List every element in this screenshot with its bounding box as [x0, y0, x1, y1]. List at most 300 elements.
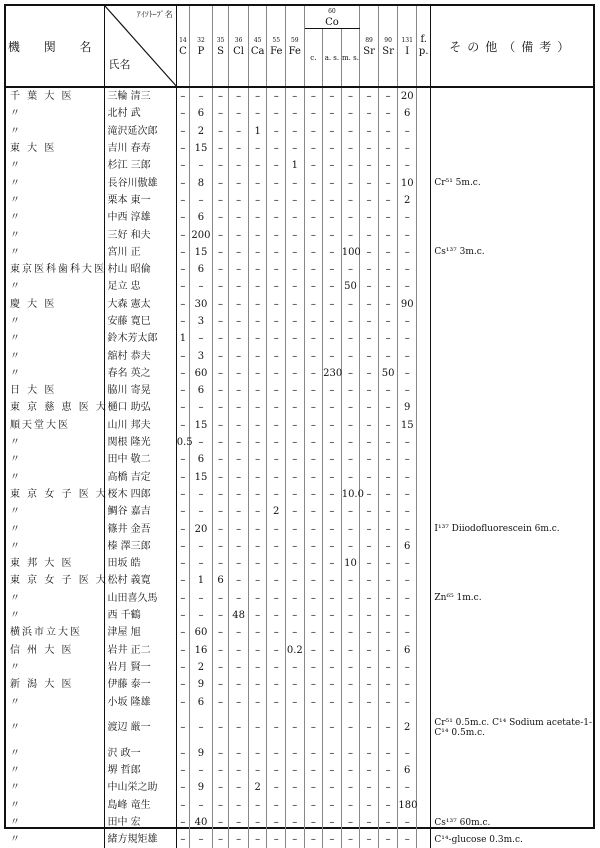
- value-cell: –: [229, 469, 249, 486]
- value-cell: –: [286, 797, 305, 814]
- other-cell: [431, 745, 593, 762]
- value-cell: –: [323, 399, 342, 416]
- header-isotope: 45 Ca: [248, 6, 267, 87]
- value-cell: –: [286, 417, 305, 434]
- value-cell: –: [286, 244, 305, 261]
- name-cell: 伊藤 泰一: [104, 676, 176, 693]
- value-cell: –: [267, 520, 286, 537]
- value-cell: –: [212, 779, 229, 796]
- value-cell: –: [378, 226, 398, 243]
- value-cell: –: [323, 347, 342, 364]
- fp-cell: [416, 140, 430, 157]
- name-cell: 関根 隆光: [104, 434, 176, 451]
- value-cell: –: [360, 538, 379, 555]
- value-cell: –: [398, 572, 417, 589]
- other-cell: [431, 538, 593, 555]
- value-cell: –: [398, 555, 417, 572]
- value-cell: –: [304, 434, 323, 451]
- value-cell: –: [248, 365, 267, 382]
- value-cell: –: [212, 157, 229, 174]
- value-cell: –: [212, 642, 229, 659]
- value-cell: 1: [286, 157, 305, 174]
- value-cell: –: [304, 313, 323, 330]
- value-cell: –: [323, 157, 342, 174]
- value-cell: –: [378, 469, 398, 486]
- header-co-sub: m. s.: [341, 29, 360, 88]
- value-cell: –: [341, 659, 360, 676]
- value-cell: –: [286, 779, 305, 796]
- table-row: [6, 382, 593, 399]
- value-cell: –: [341, 226, 360, 243]
- value-cell: –: [378, 399, 398, 416]
- value-cell: –: [286, 745, 305, 762]
- org-cell: 東 大 医: [10, 143, 57, 155]
- value-cell: –: [176, 382, 189, 399]
- value-cell: –: [323, 693, 342, 710]
- name-cell: 春名 英之: [104, 365, 176, 382]
- value-cell: –: [212, 520, 229, 537]
- value-cell: –: [286, 174, 305, 191]
- value-cell: –: [176, 572, 189, 589]
- value-cell: –: [267, 123, 286, 140]
- value-cell: –: [212, 762, 229, 779]
- value-cell: –: [229, 417, 249, 434]
- value-cell: –: [304, 693, 323, 710]
- value-cell: 6: [190, 105, 213, 122]
- value-cell: –: [304, 157, 323, 174]
- value-cell: –: [212, 296, 229, 313]
- name-cell: 舘村 恭夫: [104, 347, 176, 364]
- value-cell: –: [341, 590, 360, 607]
- value-cell: –: [360, 87, 379, 105]
- value-cell: –: [304, 469, 323, 486]
- value-cell: –: [341, 538, 360, 555]
- value-cell: –: [286, 676, 305, 693]
- value-cell: –: [378, 417, 398, 434]
- value-cell: –: [378, 555, 398, 572]
- value-cell: –: [248, 157, 267, 174]
- value-cell: –: [176, 209, 189, 226]
- value-cell: –: [378, 157, 398, 174]
- value-cell: –: [267, 330, 286, 347]
- name-cell: 小坂 隆雄: [104, 693, 176, 710]
- value-cell: –: [229, 451, 249, 468]
- table-row: [6, 538, 593, 555]
- org-cell: 〃: [10, 108, 22, 120]
- other-cell: [431, 278, 593, 295]
- value-cell: –: [398, 278, 417, 295]
- value-cell: –: [286, 226, 305, 243]
- value-cell: 60: [190, 365, 213, 382]
- value-cell: –: [341, 399, 360, 416]
- org-cell: 新 潟 大 医: [10, 679, 74, 691]
- value-cell: –: [286, 693, 305, 710]
- value-cell: –: [304, 831, 323, 848]
- value-cell: –: [323, 831, 342, 848]
- name-cell: 堺 哲郎: [104, 762, 176, 779]
- other-cell: Cr⁵¹ 0.5m.c. C¹⁴ Sodium acetate-1-C¹⁴ 0.5m.c.: [434, 717, 593, 738]
- fp-cell: [416, 451, 430, 468]
- value-cell: –: [190, 797, 213, 814]
- value-cell: –: [378, 814, 398, 831]
- value-cell: –: [323, 590, 342, 607]
- value-cell: –: [229, 140, 249, 157]
- value-cell: –: [304, 762, 323, 779]
- value-cell: –: [248, 140, 267, 157]
- value-cell: –: [341, 520, 360, 537]
- value-cell: –: [323, 486, 342, 503]
- value-cell: –: [229, 538, 249, 555]
- table-row: [6, 226, 593, 243]
- value-cell: –: [267, 140, 286, 157]
- value-cell: –: [229, 745, 249, 762]
- value-cell: –: [378, 520, 398, 537]
- value-cell: –: [212, 469, 229, 486]
- value-cell: –: [323, 555, 342, 572]
- value-cell: 3: [190, 347, 213, 364]
- value-cell: –: [360, 105, 379, 122]
- value-cell: –: [378, 174, 398, 191]
- other-cell: [431, 365, 593, 382]
- value-cell: –: [360, 261, 379, 278]
- value-cell: –: [398, 745, 417, 762]
- fp-cell: [416, 590, 430, 607]
- value-cell: –: [360, 382, 379, 399]
- table-row: [6, 642, 593, 659]
- other-cell: [431, 642, 593, 659]
- value-cell: –: [341, 451, 360, 468]
- value-cell: –: [304, 797, 323, 814]
- value-cell: –: [398, 451, 417, 468]
- value-cell: –: [286, 330, 305, 347]
- value-cell: –: [190, 278, 213, 295]
- value-cell: –: [360, 486, 379, 503]
- value-cell: –: [398, 676, 417, 693]
- value-cell: –: [267, 244, 286, 261]
- value-cell: –: [398, 469, 417, 486]
- value-cell: –: [248, 555, 267, 572]
- value-cell: –: [267, 555, 286, 572]
- value-cell: –: [341, 831, 360, 848]
- value-cell: –: [267, 296, 286, 313]
- org-cell: 東 邦 大 医: [10, 558, 74, 570]
- value-cell: –: [286, 347, 305, 364]
- org-cell: 〃: [10, 782, 22, 794]
- org-cell: 千 葉 大 医: [10, 91, 74, 103]
- value-cell: –: [176, 87, 189, 105]
- value-cell: –: [248, 399, 267, 416]
- org-cell: 〃: [10, 696, 22, 708]
- value-cell: –: [286, 711, 305, 745]
- header-isotope: 35 S: [212, 6, 229, 87]
- value-cell: –: [341, 313, 360, 330]
- value-cell: –: [267, 87, 286, 105]
- value-cell: –: [229, 157, 249, 174]
- value-cell: 6: [190, 693, 213, 710]
- value-cell: –: [248, 382, 267, 399]
- table-row: [6, 676, 593, 693]
- org-cell: 慶 大 医: [10, 298, 57, 310]
- value-cell: –: [229, 779, 249, 796]
- fp-cell: [416, 659, 430, 676]
- value-cell: –: [341, 814, 360, 831]
- other-cell: [431, 434, 593, 451]
- table-row: [6, 105, 593, 122]
- value-cell: –: [398, 382, 417, 399]
- value-cell: –: [323, 503, 342, 520]
- value-cell: –: [360, 624, 379, 641]
- value-cell: –: [360, 676, 379, 693]
- value-cell: –: [212, 797, 229, 814]
- value-cell: –: [176, 555, 189, 572]
- fp-cell: [416, 313, 430, 330]
- value-cell: –: [323, 538, 342, 555]
- fp-cell: [416, 209, 430, 226]
- value-cell: –: [176, 261, 189, 278]
- value-cell: –: [304, 486, 323, 503]
- org-cell: 〃: [10, 765, 22, 777]
- value-cell: –: [360, 520, 379, 537]
- value-cell: –: [248, 434, 267, 451]
- value-cell: –: [286, 87, 305, 105]
- value-cell: –: [360, 469, 379, 486]
- table-row: [6, 209, 593, 226]
- name-cell: 津屋 旭: [104, 624, 176, 641]
- value-cell: –: [286, 296, 305, 313]
- value-cell: –: [176, 486, 189, 503]
- value-cell: –: [360, 590, 379, 607]
- value-cell: –: [229, 555, 249, 572]
- other-cell: [431, 87, 593, 105]
- value-cell: –: [323, 209, 342, 226]
- table-row: [6, 140, 593, 157]
- other-cell: [431, 192, 593, 209]
- fp-cell: [416, 330, 430, 347]
- value-cell: –: [398, 157, 417, 174]
- value-cell: –: [176, 831, 189, 848]
- value-cell: –: [360, 555, 379, 572]
- value-cell: –: [248, 244, 267, 261]
- fp-cell: [416, 607, 430, 624]
- value-cell: 0.2: [286, 642, 305, 659]
- value-cell: 15: [190, 417, 213, 434]
- value-cell: –: [229, 503, 249, 520]
- value-cell: –: [176, 226, 189, 243]
- value-cell: –: [267, 209, 286, 226]
- table-row: [6, 87, 593, 105]
- value-cell: –: [341, 469, 360, 486]
- value-cell: –: [212, 693, 229, 710]
- value-cell: –: [378, 607, 398, 624]
- org-cell: 〃: [10, 194, 22, 206]
- table-row: [6, 555, 593, 572]
- value-cell: –: [360, 192, 379, 209]
- value-cell: –: [286, 140, 305, 157]
- value-cell: –: [190, 399, 213, 416]
- table-row: [6, 365, 593, 382]
- value-cell: –: [378, 382, 398, 399]
- fp-cell: [416, 831, 430, 848]
- value-cell: –: [248, 711, 267, 745]
- value-cell: –: [212, 538, 229, 555]
- value-cell: –: [360, 693, 379, 710]
- value-cell: –: [360, 365, 379, 382]
- other-cell: [431, 693, 593, 710]
- value-cell: –: [398, 347, 417, 364]
- value-cell: –: [341, 572, 360, 589]
- org-cell: 〃: [10, 160, 22, 172]
- value-cell: –: [360, 209, 379, 226]
- value-cell: 2: [398, 711, 417, 745]
- other-cell: [431, 624, 593, 641]
- name-cell: 桜木 四郎: [104, 486, 176, 503]
- value-cell: –: [176, 503, 189, 520]
- name-cell: 足立 忠: [104, 278, 176, 295]
- value-cell: –: [267, 693, 286, 710]
- value-cell: –: [267, 434, 286, 451]
- value-cell: –: [267, 399, 286, 416]
- value-cell: –: [212, 607, 229, 624]
- value-cell: –: [304, 538, 323, 555]
- org-cell: 〃: [10, 212, 22, 224]
- value-cell: –: [286, 365, 305, 382]
- value-cell: –: [304, 123, 323, 140]
- value-cell: –: [398, 693, 417, 710]
- value-cell: –: [212, 451, 229, 468]
- other-cell: [431, 296, 593, 313]
- value-cell: 10: [398, 174, 417, 191]
- value-cell: –: [286, 538, 305, 555]
- value-cell: –: [176, 659, 189, 676]
- value-cell: –: [341, 209, 360, 226]
- value-cell: –: [267, 779, 286, 796]
- header-isotope: 131 I: [398, 6, 417, 87]
- value-cell: –: [378, 745, 398, 762]
- value-cell: –: [304, 659, 323, 676]
- org-cell: 〃: [10, 177, 22, 189]
- org-cell: 東 京 慈 恵 医 大: [10, 402, 108, 414]
- value-cell: –: [176, 538, 189, 555]
- org-cell: 〃: [10, 834, 22, 846]
- value-cell: 16: [190, 642, 213, 659]
- value-cell: –: [304, 417, 323, 434]
- value-cell: –: [304, 105, 323, 122]
- value-cell: –: [378, 642, 398, 659]
- fp-cell: [416, 572, 430, 589]
- value-cell: –: [212, 209, 229, 226]
- value-cell: –: [267, 226, 286, 243]
- other-cell: [431, 779, 593, 796]
- table-row: [6, 607, 593, 624]
- value-cell: –: [190, 503, 213, 520]
- value-cell: –: [341, 676, 360, 693]
- table-row: [6, 261, 593, 278]
- value-cell: –: [360, 607, 379, 624]
- table-row: [6, 711, 593, 745]
- value-cell: –: [176, 174, 189, 191]
- value-cell: –: [304, 779, 323, 796]
- value-cell: –: [304, 87, 323, 105]
- value-cell: –: [286, 831, 305, 848]
- other-cell: [431, 347, 593, 364]
- value-cell: –: [341, 105, 360, 122]
- fp-cell: [416, 762, 430, 779]
- value-cell: –: [176, 693, 189, 710]
- value-cell: –: [267, 814, 286, 831]
- value-cell: –: [267, 797, 286, 814]
- value-cell: –: [360, 831, 379, 848]
- fp-cell: [416, 555, 430, 572]
- value-cell: –: [248, 226, 267, 243]
- value-cell: –: [212, 399, 229, 416]
- value-cell: –: [323, 642, 342, 659]
- value-cell: –: [190, 434, 213, 451]
- org-cell: 順天堂大医: [10, 419, 70, 431]
- value-cell: –: [248, 538, 267, 555]
- value-cell: –: [378, 140, 398, 157]
- value-cell: –: [378, 676, 398, 693]
- value-cell: –: [248, 814, 267, 831]
- value-cell: –: [304, 140, 323, 157]
- name-cell: 中山栄之助: [104, 779, 176, 796]
- fp-cell: [416, 779, 430, 796]
- value-cell: –: [212, 105, 229, 122]
- other-cell: [431, 226, 593, 243]
- org-cell: 横浜市立大医: [10, 627, 82, 639]
- value-cell: –: [212, 87, 229, 105]
- value-cell: –: [286, 451, 305, 468]
- org-cell: 〃: [10, 229, 22, 241]
- table-row: [6, 745, 593, 762]
- value-cell: –: [229, 226, 249, 243]
- value-cell: –: [267, 278, 286, 295]
- value-cell: –: [378, 590, 398, 607]
- value-cell: –: [229, 123, 249, 140]
- value-cell: –: [248, 572, 267, 589]
- value-cell: –: [229, 399, 249, 416]
- value-cell: 10: [341, 555, 360, 572]
- value-cell: –: [378, 779, 398, 796]
- name-cell: 田坂 皓: [104, 555, 176, 572]
- name-cell: 西 千鶴: [104, 607, 176, 624]
- value-cell: –: [176, 399, 189, 416]
- value-cell: –: [286, 192, 305, 209]
- value-cell: –: [176, 296, 189, 313]
- fp-cell: [416, 745, 430, 762]
- value-cell: –: [267, 572, 286, 589]
- value-cell: –: [378, 244, 398, 261]
- value-cell: –: [229, 244, 249, 261]
- org-cell: 信 州 大 医: [10, 644, 74, 656]
- value-cell: –: [267, 607, 286, 624]
- value-cell: –: [323, 572, 342, 589]
- other-cell: [431, 797, 593, 814]
- value-cell: –: [176, 347, 189, 364]
- value-cell: –: [378, 711, 398, 745]
- org-cell: 〃: [10, 125, 22, 137]
- value-cell: –: [398, 434, 417, 451]
- value-cell: –: [304, 192, 323, 209]
- fp-cell: [416, 469, 430, 486]
- value-cell: –: [378, 278, 398, 295]
- isotope-distribution-table: [6, 6, 593, 848]
- value-cell: 9: [190, 745, 213, 762]
- value-cell: –: [398, 365, 417, 382]
- value-cell: –: [212, 330, 229, 347]
- value-cell: 15: [190, 469, 213, 486]
- value-cell: –: [229, 105, 249, 122]
- other-cell: [431, 486, 593, 503]
